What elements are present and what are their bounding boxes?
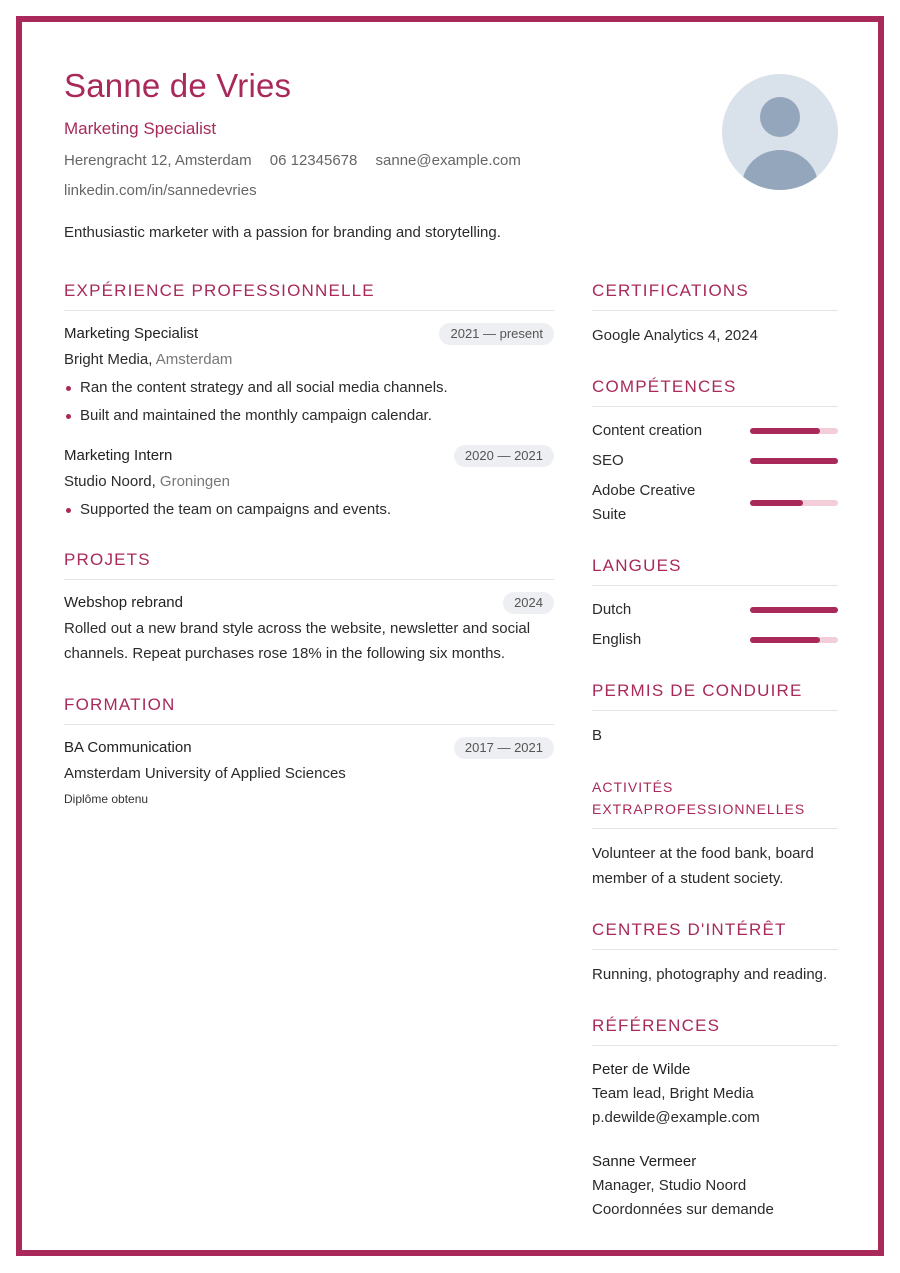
language-level-bar [750, 607, 838, 613]
contact-email[interactable]: sanne@example.com [375, 152, 521, 169]
date-badge: 2020 — 2021 [454, 445, 554, 467]
main-column [64, 280, 554, 835]
skill-level-fill [750, 428, 820, 434]
education-entry [64, 737, 554, 807]
license-text: B [592, 727, 603, 744]
project-entry [64, 592, 554, 666]
contact-linkedin[interactable]: linkedin.com/in/sannedevries [64, 182, 257, 199]
activities-text: Volunteer at the food bank, board member of a student society. [592, 845, 814, 887]
skill-name: SEO [592, 452, 624, 469]
skill-row [592, 419, 838, 443]
candidate-role: Marketing Specialist [64, 119, 217, 138]
section-title-license: PERMIS DE CONDUIRE [592, 680, 838, 711]
degree-title: BA Communication [64, 739, 192, 756]
experience-entry [64, 323, 554, 427]
languages-section [592, 555, 838, 652]
language-name: English [592, 631, 642, 648]
candidate-name: Sanne de Vries [64, 67, 292, 104]
avatar [722, 74, 838, 190]
interests-text: Running, photography and reading. [592, 966, 828, 983]
skill-level-fill [750, 458, 838, 464]
language-row [592, 628, 838, 652]
skill-level-bar [750, 428, 838, 434]
interests-section [592, 919, 838, 987]
company-location: Groningen [159, 473, 230, 490]
section-title-skills: COMPÉTENCES [592, 376, 838, 407]
skill-level-fill [750, 500, 803, 506]
company-location: Amsterdam [155, 351, 233, 368]
date-badge: 2021 — present [439, 323, 554, 345]
reference-entry [592, 1150, 838, 1222]
project-title: Webshop rebrand [64, 594, 183, 611]
resume-page [16, 16, 884, 1256]
reference-name: Sanne Vermeer [592, 1153, 697, 1170]
skills-section [592, 376, 838, 527]
language-name: Dutch [592, 601, 632, 618]
resume-header [64, 66, 584, 202]
reference-contact: Coordonnées sur demande [592, 1201, 774, 1218]
job-title: Marketing Intern [64, 447, 173, 464]
reference-entry [592, 1058, 838, 1130]
skill-level-bar [750, 500, 838, 506]
projects-section [64, 549, 554, 666]
company-name: Studio Noord [64, 473, 152, 490]
section-title-experience: EXPÉRIENCE PROFESSIONNELLE [64, 280, 554, 311]
certifications-text: Google Analytics 4, 2024 [592, 327, 758, 344]
skill-row [592, 479, 838, 527]
section-title-languages: LANGUES [592, 555, 838, 586]
company-name: Bright Media [64, 351, 149, 368]
bullet-item: Ran the content strategy and all social media channels. [64, 377, 554, 399]
activities-section [592, 776, 838, 891]
job-bullets [64, 499, 554, 521]
job-company: Bright Media, Amsterdam [64, 351, 233, 368]
section-title-references: RÉFÉRENCES [592, 1015, 838, 1046]
skill-name: Adobe Creative Suite [592, 482, 696, 523]
date-badge: 2024 [503, 592, 554, 614]
license-section [592, 680, 838, 748]
reference-name: Peter de Wilde [592, 1061, 691, 1078]
contact-phone: 06 12345678 [269, 152, 358, 169]
reference-role: Team lead, Bright Media [592, 1085, 754, 1102]
job-title: Marketing Specialist [64, 325, 199, 342]
bullet-item: Supported the team on campaigns and events. [64, 499, 554, 521]
profile-summary: Enthusiastic marketer with a passion for branding and storytelling. [64, 224, 501, 241]
section-title-certifications: CERTIFICATIONS [592, 280, 838, 311]
reference-contact[interactable]: p.dewilde@example.com [592, 1109, 760, 1126]
skill-name: Content creation [592, 422, 703, 439]
skill-level-bar [750, 458, 838, 464]
experience-section [64, 280, 554, 521]
education-section [64, 694, 554, 807]
references-section [592, 1015, 838, 1222]
section-title-interests: CENTRES D'INTÉRÊT [592, 919, 838, 950]
language-row [592, 598, 838, 622]
skill-row [592, 449, 838, 473]
certifications-section [592, 280, 838, 348]
bullet-item: Built and maintained the monthly campaign calendar. [64, 405, 554, 427]
job-bullets [64, 377, 554, 427]
contact-address: Herengracht 12, Amsterdam [64, 152, 252, 169]
section-title-projects: PROJETS [64, 549, 554, 580]
language-level-fill [750, 607, 838, 613]
reference-role: Manager, Studio Noord [592, 1177, 747, 1194]
project-description: Rolled out a new brand style across the website, newsletter and social channels. Repeat purchases rose 18% in the following six months. [64, 620, 531, 662]
section-title-activities: ACTIVITÉS EXTRAPROFESSIONNELLES [592, 776, 838, 829]
experience-entry [64, 445, 554, 521]
user-silhouette-icon [722, 74, 838, 190]
contact-info [64, 150, 584, 202]
job-company: Studio Noord, Groningen [64, 473, 230, 490]
section-title-education: FORMATION [64, 694, 554, 725]
language-level-bar [750, 637, 838, 643]
language-level-fill [750, 637, 820, 643]
degree-note: Diplôme obtenu [64, 792, 149, 806]
school-name: Amsterdam University of Applied Sciences [64, 765, 346, 782]
side-column [592, 280, 838, 1250]
date-badge: 2017 — 2021 [454, 737, 554, 759]
